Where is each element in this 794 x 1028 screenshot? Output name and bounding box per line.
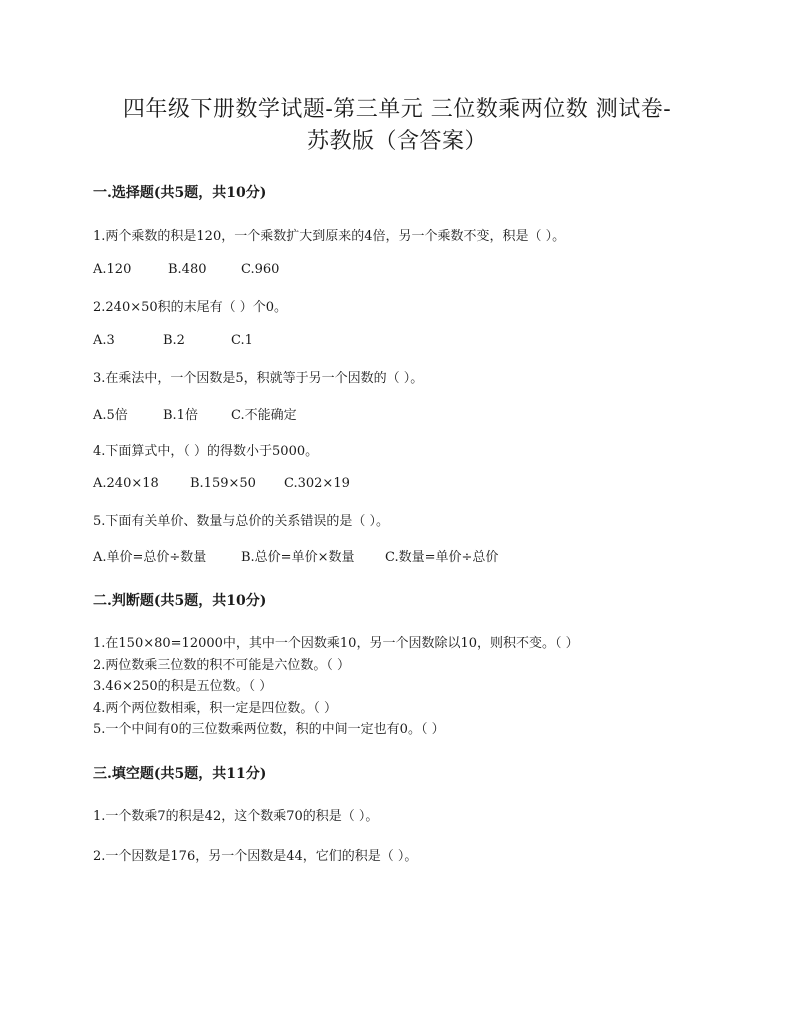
option: B.2: [163, 333, 185, 348]
option: B.159×50: [190, 476, 256, 491]
question-text: 2.两位数乘三位数的积不可能是六位数。（ ）: [93, 658, 351, 673]
option: B.480: [168, 262, 207, 277]
option: B.1倍: [163, 408, 198, 423]
option: C.302×19: [284, 476, 350, 491]
section-heading-fill-in: 三.填空题(共5题，共11分): [93, 766, 267, 782]
option: A.单价=总价÷数量: [93, 550, 207, 565]
question-text: 1.在150×80=12000中，其中一个因数乘10，另一个因数除以10，则积不变。（ ）: [93, 636, 579, 651]
question-text: 4.下面算式中，（ ）的得数小于5000。: [93, 444, 319, 459]
section-heading-true-false: 二.判断题(共5题，共10分): [93, 593, 267, 609]
answer-options: [93, 262, 279, 277]
question-text: 3.46×250的积是五位数。（ ）: [93, 679, 273, 694]
option: A.3: [93, 333, 115, 348]
option: B.总价=单价×数量: [241, 550, 355, 565]
question-text: 3.在乘法中，一个因数是5，积就等于另一个因数的（ ）。: [93, 371, 424, 386]
option: C.不能确定: [231, 408, 297, 423]
option: C.960: [241, 262, 280, 277]
option: C.1: [231, 333, 253, 348]
question-text: 1.一个数乘7的积是42，这个数乘70的积是（ ）。: [93, 809, 379, 824]
answer-options: [93, 476, 350, 491]
document-title-line-1: 四年级下册数学试题-第三单元 三位数乘两位数 测试卷-: [122, 97, 672, 122]
option: A.120: [93, 262, 132, 277]
document-title-line-2: 苏教版（含答案）: [306, 129, 487, 154]
option: A.240×18: [93, 476, 159, 491]
option: A.5倍: [93, 408, 128, 423]
answer-options: [93, 333, 253, 348]
question-text: 4.两个两位数相乘，积一定是四位数。（ ）: [93, 701, 338, 716]
question-text: 1.两个乘数的积是120，一个乘数扩大到原来的4倍，另一个乘数不变，积是（ ）。: [93, 229, 566, 244]
question-text: 2.240×50积的末尾有（ ）个0。: [93, 300, 288, 315]
question-text: 5.一个中间有0的三位数乘两位数，积的中间一定也有0。（ ）: [93, 722, 445, 737]
question-text: 5.下面有关单价、数量与总价的关系错误的是（ ）。: [93, 514, 390, 529]
answer-options: [93, 404, 297, 423]
section-heading-multiple-choice: 一.选择题(共5题，共10分): [93, 185, 267, 201]
answer-options: [93, 546, 498, 565]
question-text: 2.一个因数是176，另一个因数是44，它们的积是（ ）。: [93, 849, 418, 864]
option: C.数量=单价÷总价: [385, 550, 499, 565]
